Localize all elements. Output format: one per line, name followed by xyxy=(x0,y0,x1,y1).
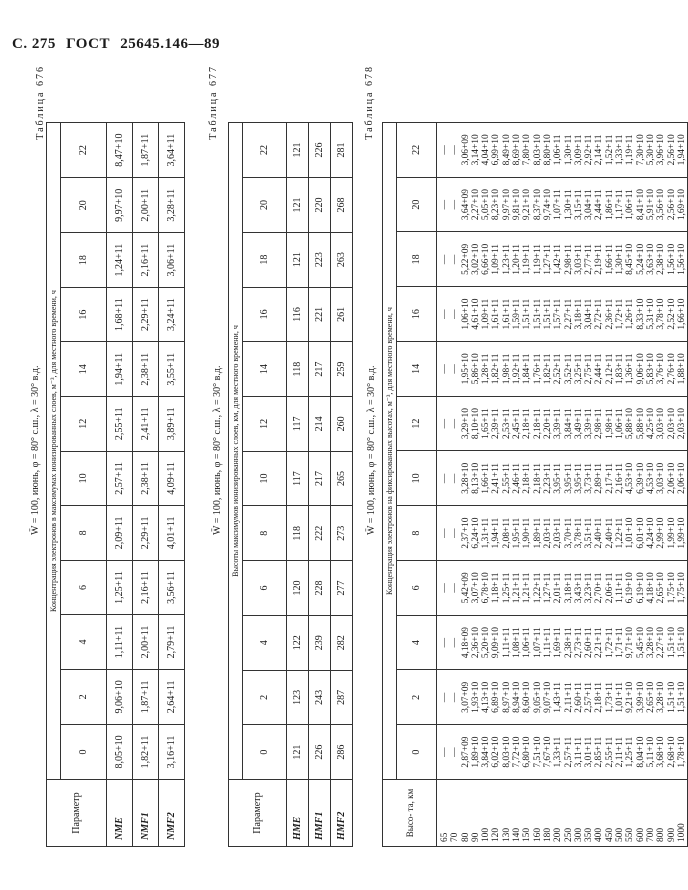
value-cell: 243 xyxy=(309,670,331,725)
value-cell: 117 xyxy=(287,396,309,451)
value-cell: 2,00+11 xyxy=(133,615,159,670)
value-cell: 260 xyxy=(331,396,353,451)
param-header: Параметр xyxy=(229,780,287,847)
value-cell: 226 xyxy=(309,123,331,178)
value-cell: 3,89+11 xyxy=(159,397,185,452)
value-cell: 228 xyxy=(309,561,331,616)
hour-cell: 0 xyxy=(243,725,287,780)
hour-cell: 12 xyxy=(243,396,287,451)
value-cell: 273 xyxy=(331,506,353,561)
value-cell: 3,28+11 xyxy=(159,178,185,233)
page-header xyxy=(12,36,226,53)
table-row xyxy=(437,123,688,847)
table-676-hours-row xyxy=(61,123,107,847)
hour-cell: 22 xyxy=(243,123,287,178)
value-cell: 261 xyxy=(331,287,353,342)
table-676-subcaption: Концентрация электронов в максимумах ионизированных слоев, м⁻³, для местного времени, ч xyxy=(47,123,61,780)
value-cell: 122 xyxy=(287,615,309,670)
table-678-caption: W̄ = 100, июнь, φ = 80° с.ш., λ = 30° в.д. xyxy=(366,365,377,535)
value-cell: 1,87+11 xyxy=(133,123,159,178)
table-row xyxy=(133,123,159,847)
table-677-hours-row xyxy=(243,123,287,847)
value-cell: 217 xyxy=(309,451,331,506)
param-name: HME xyxy=(287,780,309,847)
value-cell: 220 xyxy=(309,178,331,233)
value-cell: 265 xyxy=(331,451,353,506)
hour-cell: 0 xyxy=(397,725,437,780)
hour-cell: 12 xyxy=(397,396,437,451)
value-cell: 2,16+11 xyxy=(133,233,159,288)
value-column: — — 1,95+10 5,86+10 1,28+11 1,82+11 1,98+11 1,92+11 1,84+11 1,76+11 1,82+11 2,52+11 3,52+11 3,25+11 2,75+11 2,44+11 2,12+11 1,83+11 1,36+11 9,06+10 5,83+10 3,76+10 2,76+10 1,88+10 xyxy=(437,342,688,397)
param-header: Параметр xyxy=(47,780,107,847)
value-cell: 2,79+11 xyxy=(159,615,185,670)
value-cell: 4,09+11 xyxy=(159,451,185,506)
value-cell: 123 xyxy=(287,670,309,725)
table-row xyxy=(287,123,309,847)
table-677-caption: W̄ = 100, июнь, φ = 80° с.ш., λ = 30° в.д. xyxy=(212,365,223,535)
hour-cell: 20 xyxy=(397,177,437,232)
value-column: — — 5,22+09 3,02+10 6,66+10 1,09+11 1,23+11 1,20+11 1,19+11 1,19+11 1,27+11 1,42+11 2,98+11 3,03+11 2,77+11 2,19+11 1,66+11 1,30+11 8,45+10 5,24+10 3,63+10 2,38+10 1,56+10 1,56+10 xyxy=(437,232,688,287)
value-cell: 2,29+11 xyxy=(133,287,159,342)
hour-cell: 2 xyxy=(243,670,287,725)
value-cell: 116 xyxy=(287,287,309,342)
value-cell: 117 xyxy=(287,451,309,506)
value-cell: 2,09+11 xyxy=(107,506,133,561)
value-cell: 9,97+10 xyxy=(107,178,133,233)
table-677-subcaption: Высоты максимумов ионизированных слоев, км, для местного времени, ч xyxy=(229,123,243,780)
value-column: — — 2,87+09 1,89+10 3,84+10 6,02+10 8,03+10 7,72+10 6,80+10 7,51+10 7,67+10 1,33+11 2,57+11 3,11+11 3,01+11 2,85+11 2,55+11 2,11+11 1,25+11 8,04+10 5,11+10 3,68+10 2,68+10 1,78+10 xyxy=(437,725,688,780)
gost-number: 25645.146—89 xyxy=(120,36,220,52)
table-678 xyxy=(382,122,688,847)
hour-cell: 16 xyxy=(397,287,437,342)
value-cell: 3,06+11 xyxy=(159,233,185,288)
value-cell: 121 xyxy=(287,725,309,780)
value-cell: 226 xyxy=(309,725,331,780)
hour-cell: 4 xyxy=(243,615,287,670)
value-cell: 2,64+11 xyxy=(159,669,185,724)
hour-cell: 12 xyxy=(61,397,107,452)
table-678-name: Таблица 678 xyxy=(364,65,375,140)
value-cell: 2,38+11 xyxy=(133,451,159,506)
value-cell: 120 xyxy=(287,561,309,616)
hour-cell: 6 xyxy=(397,561,437,616)
value-cell: 121 xyxy=(287,232,309,287)
value-cell: 1,24+11 xyxy=(107,233,133,288)
hour-cell: 18 xyxy=(243,232,287,287)
gost-label: ГОСТ xyxy=(66,36,110,52)
table-678-subcaption: Концентрация электронов на фиксированных высотах, м⁻³, для местного времени, ч xyxy=(383,123,397,780)
page-number: С. 275 xyxy=(12,36,56,52)
hour-cell: 14 xyxy=(61,342,107,397)
value-cell: 281 xyxy=(331,123,353,178)
height-header: Высо- та, км xyxy=(383,780,437,847)
value-cell: 1,82+11 xyxy=(133,724,159,779)
value-cell: 277 xyxy=(331,561,353,616)
param-name: NMF2 xyxy=(159,780,185,847)
value-cell: 217 xyxy=(309,342,331,397)
hour-cell: 6 xyxy=(61,560,107,615)
value-cell: 1,87+11 xyxy=(133,669,159,724)
table-row xyxy=(107,123,133,847)
hour-cell: 10 xyxy=(61,451,107,506)
value-column: — — 4,18+09 2,36+10 5,20+10 9,09+10 1,11+11 1,08+11 1,06+11 1,07+11 1,11+11 1,69+11 2,38+11 2,73+11 2,60+11 2,21+11 1,72+11 1,71+11 9,71+10 5,45+10 3,28+10 2,27+10 1,51+10 1,51+10 xyxy=(437,615,688,670)
table-row xyxy=(331,123,353,847)
hour-cell: 2 xyxy=(397,670,437,725)
value-cell: 223 xyxy=(309,232,331,287)
value-cell: 2,41+11 xyxy=(133,397,159,452)
value-cell: 118 xyxy=(287,506,309,561)
hour-cell: 20 xyxy=(243,178,287,233)
value-column: — — 3,29+10 8,10+10 1,65+11 2,39+11 2,53+11 2,45+11 2,18+11 2,18+11 2,20+11 3,39+11 3,84+11 3,49+11 3,39+11 2,98+11 1,98+11 1,06+11 5,88+10 5,88+10 4,25+10 3,03+10 2,03+10 2,03+10 xyxy=(437,396,688,451)
value-cell: 3,56+11 xyxy=(159,560,185,615)
table-678-hours-row xyxy=(397,123,437,847)
table-676-name: Таблица 676 xyxy=(35,65,46,140)
value-cell: 282 xyxy=(331,615,353,670)
hour-cell: 14 xyxy=(397,342,437,397)
value-column: — — 1,06+10 4,61+10 1,09+11 1,61+11 1,61+11 1,59+11 1,51+11 1,51+11 1,51+11 1,57+11 2,27+11 3,18+11 3,04+11 2,72+11 2,36+11 1,72+11 1,26+11 8,33+10 5,31+10 3,78+10 2,52+10 1,66+10 xyxy=(437,287,688,342)
hour-cell: 14 xyxy=(243,342,287,397)
hour-cell: 4 xyxy=(61,615,107,670)
value-cell: 118 xyxy=(287,342,309,397)
hour-cell: 8 xyxy=(61,506,107,561)
value-cell: 9,06+10 xyxy=(107,669,133,724)
value-cell: 287 xyxy=(331,670,353,725)
height-column: 65 70 80 90 100 120 130 140 150 160 180 200 250 300 350 400 450 500 550 600 700 800 900 1000 xyxy=(437,780,688,847)
value-cell: 2,57+11 xyxy=(107,451,133,506)
value-cell: 3,55+11 xyxy=(159,342,185,397)
value-cell: 1,68+11 xyxy=(107,287,133,342)
param-name: HMF1 xyxy=(309,780,331,847)
value-cell: 2,29+11 xyxy=(133,506,159,561)
value-cell: 1,94+11 xyxy=(107,342,133,397)
value-cell: 4,01+11 xyxy=(159,506,185,561)
rotated-tables xyxy=(30,65,687,855)
value-cell: 2,55+11 xyxy=(107,397,133,452)
value-cell: 239 xyxy=(309,615,331,670)
value-cell: 2,38+11 xyxy=(133,342,159,397)
value-cell: 8,05+10 xyxy=(107,724,133,779)
value-cell: 221 xyxy=(309,287,331,342)
param-name: NME xyxy=(107,780,133,847)
value-cell: 259 xyxy=(331,342,353,397)
value-cell: 1,25+11 xyxy=(107,560,133,615)
value-cell: 2,00+11 xyxy=(133,178,159,233)
hour-cell: 16 xyxy=(243,287,287,342)
value-cell: 3,24+11 xyxy=(159,287,185,342)
value-cell: 2,16+11 xyxy=(133,560,159,615)
hour-cell: 18 xyxy=(397,232,437,287)
hour-cell: 2 xyxy=(61,669,107,724)
value-cell: 286 xyxy=(331,725,353,780)
hour-cell: 8 xyxy=(397,506,437,561)
param-name: NMF1 xyxy=(133,780,159,847)
hour-cell: 0 xyxy=(61,724,107,779)
hour-cell: 4 xyxy=(397,615,437,670)
hour-cell: 8 xyxy=(243,506,287,561)
hour-cell: 10 xyxy=(243,451,287,506)
table-row xyxy=(159,123,185,847)
value-cell: 8,47+10 xyxy=(107,123,133,178)
hour-cell: 10 xyxy=(397,451,437,506)
table-676 xyxy=(46,122,185,847)
value-column: — — 3,07+09 1,93+10 4,13+10 6,89+10 8,97+10 8,94+10 8,60+10 9,05+10 9,07+10 1,43+11 2,11+11 2,60+11 2,57+11 2,18+11 1,73+11 1,01+11 9,21+10 3,99+10 2,65+10 3,28+10 1,51+10 1,51+10 xyxy=(437,670,688,725)
value-cell: 1,11+11 xyxy=(107,615,133,670)
value-cell: 268 xyxy=(331,178,353,233)
hour-cell: 20 xyxy=(61,178,107,233)
value-cell: 3,16+11 xyxy=(159,724,185,779)
value-column: — — 2,37+10 6,24+10 1,31+11 1,94+11 2,08+11 1,95+11 1,90+11 1,89+11 2,03+11 2,03+11 3,70+11 3,78+11 3,51+11 2,40+11 2,40+11 1,22+11 1,01+10 6,01+10 4,24+10 2,99+10 1,99+10 1,99+10 xyxy=(437,506,688,561)
hour-cell: 22 xyxy=(397,123,437,178)
table-row xyxy=(309,123,331,847)
value-column: — — 3,64+09 2,27+10 5,05+10 8,23+10 9,97+10 9,81+10 9,21+10 8,37+10 9,74+10 1,07+11 1,30+11 3,15+11 3,04+11 2,44+11 1,86+11 1,17+11 1,06+11 8,41+10 5,91+10 3,56+10 2,56+10 1,69+10 xyxy=(437,177,688,232)
value-cell: 263 xyxy=(331,232,353,287)
value-cell: 121 xyxy=(287,123,309,178)
value-cell: 214 xyxy=(309,396,331,451)
table-676-caption: W̄ = 100, июнь, φ = 80° с.ш., λ = 30° в.д. xyxy=(30,365,41,535)
table-677 xyxy=(228,122,353,847)
hour-cell: 18 xyxy=(61,233,107,288)
value-column: — — 3,28+10 8,13+10 1,66+11 2,41+11 2,55+11 2,46+11 2,18+11 2,18+11 2,23+11 3,95+11 3,95+11 3,95+11 3,73+11 2,89+11 2,17+11 2,16+11 4,53+10 6,39+10 4,53+10 3,03+10 2,06+10 2,06+10 xyxy=(437,451,688,506)
hour-cell: 6 xyxy=(243,561,287,616)
value-cell: 222 xyxy=(309,506,331,561)
value-cell: 121 xyxy=(287,178,309,233)
value-column: — — 5,42+09 3,07+10 6,78+10 1,18+11 1,25+11 1,21+11 1,21+11 1,22+11 1,27+11 2,01+11 3,18+11 3,43+11 3,23+11 2,70+11 2,06+11 1,11+11 6,19+10 6,19+10 4,18+10 2,65+10 1,75+10 1,75+10 xyxy=(437,561,688,616)
hour-cell: 16 xyxy=(61,287,107,342)
param-name: HMF2 xyxy=(331,780,353,847)
value-cell: 3,64+11 xyxy=(159,123,185,178)
value-column: — — 3,06+09 3,14+10 4,04+10 6,99+10 8,49+10 8,69+10 7,80+10 8,03+10 8,80+10 1,06+11 1,30+11 3,09+11 2,92+11 2,14+11 1,52+11 1,33+11 1,19+11 7,30+10 5,30+10 3,96+10 2,56+10 1,94+10 xyxy=(437,123,688,178)
table-677-name: Таблица 677 xyxy=(208,65,219,140)
hour-cell: 22 xyxy=(61,123,107,178)
